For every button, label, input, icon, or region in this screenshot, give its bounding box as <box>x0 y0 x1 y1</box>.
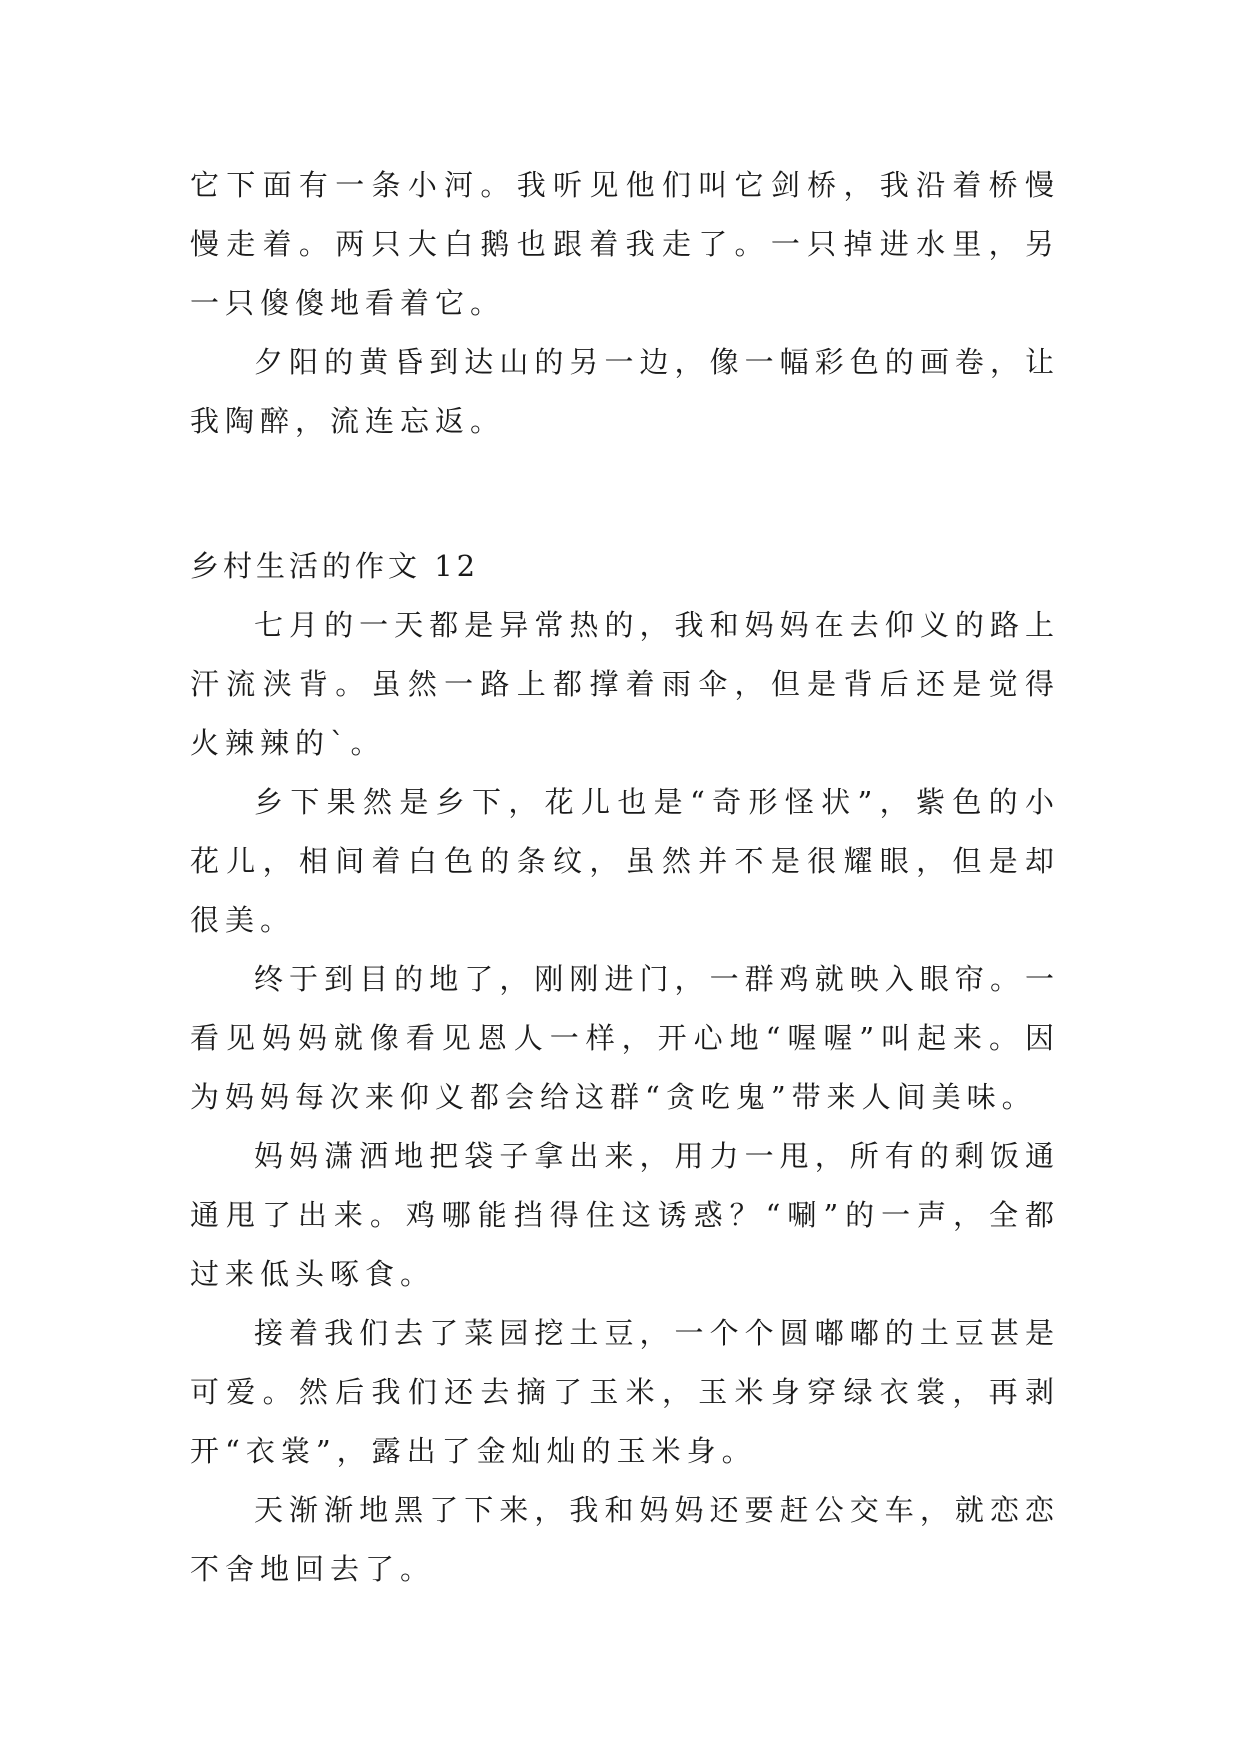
paragraph: 乡下果然是乡下，花儿也是“奇形怪状”，紫色的小花儿，相间着白色的条纹，虽然并不是很耀眼，但是却很美。 <box>190 785 1060 937</box>
section-title: 乡村生活的作文 12 <box>190 549 480 583</box>
document-page <box>190 156 1060 1599</box>
section-gap <box>190 451 1060 537</box>
paragraph: 天渐渐地黑了下来，我和妈妈还要赶公交车，就恋恋不舍地回去了。 <box>190 1493 1060 1586</box>
paragraph: 妈妈潇洒地把袋子拿出来，用力一甩，所有的剩饭通通甩了出来。鸡哪能挡得住这诱惑？“唰”的一声，全都过来低头啄食。 <box>190 1139 1060 1291</box>
paragraph: 七月的一天都是异常热的，我和妈妈在去仰义的路上汗流浃背。虽然一路上都撑着雨伞，但是背后还是觉得火辣辣的`。 <box>190 608 1060 760</box>
paragraph: 终于到目的地了，刚刚进门，一群鸡就映入眼帘。一看见妈妈就像看见恩人一样，开心地“喔喔”叫起来。因为妈妈每次来仰义都会给这群“贪吃鬼”带来人间美味。 <box>190 962 1060 1114</box>
paragraph: 接着我们去了菜园挖土豆，一个个圆嘟嘟的土豆甚是可爱。然后我们还去摘了玉米，玉米身穿绿衣裳，再剥开“衣裳”，露出了金灿灿的玉米身。 <box>190 1316 1060 1468</box>
paragraph: 它下面有一条小河。我听见他们叫它剑桥，我沿着桥慢慢走着。两只大白鹅也跟着我走了。一只掉进水里，另一只傻傻地看着它。 <box>190 168 1060 320</box>
paragraph: 夕阳的黄昏到达山的另一边，像一幅彩色的画卷，让我陶醉，流连忘返。 <box>190 345 1060 438</box>
